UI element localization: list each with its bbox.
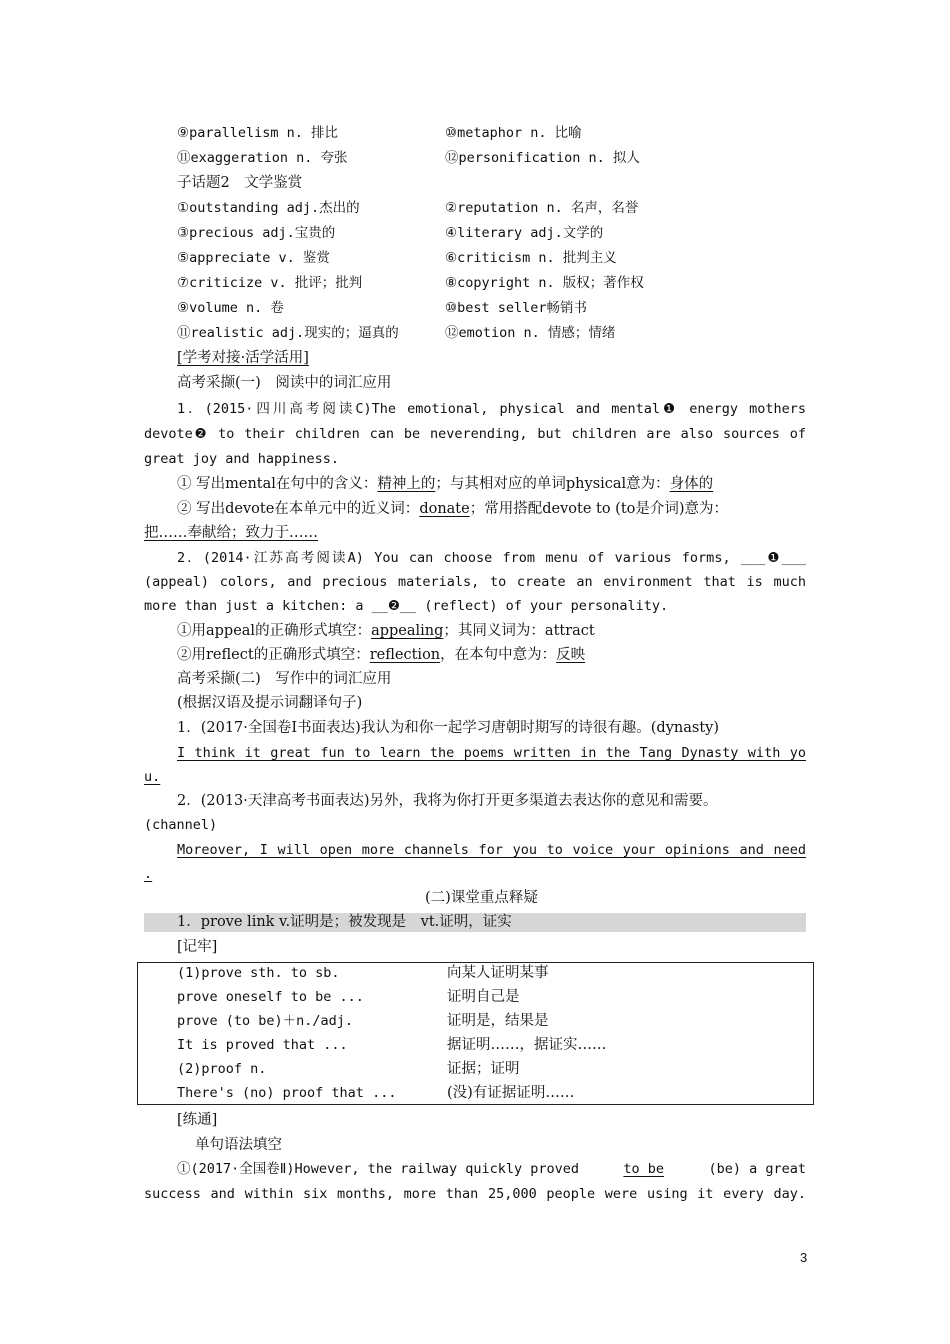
answer: u. bbox=[144, 769, 161, 785]
phrase-en: (1)prove sth. to sb. bbox=[177, 965, 340, 981]
answer: I think it great fun to learn the poems written in the Tang Dynasty with yo bbox=[177, 745, 806, 761]
q1-line: devote❷ to their children can be neverending, but children are also sources of bbox=[144, 426, 806, 442]
vocab-item: ⑨parallelism n. 排比 bbox=[177, 125, 339, 141]
answer: 把……奉献给；致力于…… bbox=[144, 525, 318, 541]
phrase-zh: 向某人证明某事 bbox=[447, 965, 549, 981]
vocab-item: ⑪realistic adj.现实的；逼真的 bbox=[177, 325, 399, 341]
phrase-zh: 证明是，结果是 bbox=[447, 1013, 549, 1029]
vocab-item: ⑩metaphor n. 比喻 bbox=[445, 125, 582, 141]
vocab-item: ①outstanding adj.杰出的 bbox=[177, 200, 360, 216]
q1-subquestion: ① 写出mental在句中的含义：精神上的；与其相对应的单词physical意为：身体的 bbox=[177, 476, 714, 492]
phrase-zh: (没)有证据证明…… bbox=[447, 1085, 575, 1101]
section-label: [练通] bbox=[177, 1112, 218, 1128]
q1-line: great joy and happiness. bbox=[144, 451, 340, 467]
vocab-item: ⑧copyright n. 版权；著作权 bbox=[445, 275, 644, 291]
answer: 精神上的 bbox=[377, 476, 436, 492]
phrase-en: (2)proof n. bbox=[177, 1061, 267, 1077]
section-heading: (二)课堂重点释疑 bbox=[425, 890, 538, 906]
phrase-zh: 证明自己是 bbox=[447, 989, 520, 1005]
answer: reflection bbox=[369, 647, 441, 663]
answer: to be bbox=[623, 1161, 665, 1177]
exercise-line: ①(2017·全国卷Ⅱ)However, the railway quickly proved to be (be) a great bbox=[177, 1161, 806, 1177]
vocab-item: ⑨volume n. 卷 bbox=[177, 300, 284, 316]
section-label: [学考对接·活学活用] bbox=[177, 350, 309, 366]
translation-prompt: 2．(2013·天津高考书面表达)另外，我将为你打开更多渠道去表达你的意见和需要。 bbox=[177, 793, 718, 809]
q1-line: 1．(2015·四川高考阅读C)The emotional, physical and mental❶ energy mothers bbox=[177, 401, 806, 417]
answer: Moreover, I will open more channels for you to voice your opinions and need bbox=[177, 842, 806, 858]
vocab-item: ⑦criticize v. 批评；批判 bbox=[177, 275, 363, 291]
exercise-line: success and within six months, more than 25,000 people were using it every day. bbox=[144, 1186, 806, 1202]
subtopic-heading: 子话题2 文学鉴赏 bbox=[177, 175, 303, 191]
page-number: 3 bbox=[800, 1250, 808, 1265]
section-heading: 高考采撷(二) 写作中的词汇应用 bbox=[177, 671, 392, 687]
phrase-zh: 据证明……，据证实…… bbox=[447, 1037, 607, 1053]
exercise-heading: 单句语法填空 bbox=[195, 1137, 282, 1153]
answer: 身体的 bbox=[669, 476, 714, 492]
phrase-en: There's (no) proof that ... bbox=[177, 1085, 397, 1101]
q2-line: 2．(2014·江苏高考阅读A) You can choose from menu of various forms, ___❶___ bbox=[177, 550, 806, 566]
q2-subquestion: ②用reflect的正确形式填空：reflection，在本句中意为：反映 bbox=[177, 647, 586, 663]
translation-prompt: 1．(2017·全国卷Ⅰ书面表达)我认为和你一起学习唐朝时期写的诗很有趣。(dynasty) bbox=[177, 720, 720, 736]
grammar-heading: 1．prove link v.证明是；被发现是 vt.证明，证实 bbox=[177, 914, 512, 930]
vocab-item: ⑪exaggeration n. 夸张 bbox=[177, 150, 348, 166]
phrase-zh: 证据；证明 bbox=[447, 1061, 520, 1077]
phrase-en: It is proved that ... bbox=[177, 1037, 348, 1053]
vocab-item: ⑩best seller畅销书 bbox=[445, 300, 588, 316]
vocab-item: ④literary adj.文学的 bbox=[445, 225, 604, 241]
answer: appealing bbox=[371, 623, 444, 639]
vocab-item: ②reputation n. 名声，名誉 bbox=[445, 200, 639, 216]
answer: . bbox=[144, 866, 153, 882]
vocab-item: ⑫personification n. 拟人 bbox=[445, 150, 640, 166]
phrase-en: prove oneself to be ... bbox=[177, 989, 364, 1005]
vocab-item: ⑤appreciate v. 鉴赏 bbox=[177, 250, 330, 266]
section-heading: 高考采撷(一) 阅读中的词汇应用 bbox=[177, 375, 392, 391]
vocab-item: ⑫emotion n. 情感；情绪 bbox=[445, 325, 616, 341]
section-label: [记牢] bbox=[177, 939, 218, 955]
q2-subquestion: ①用appeal的正确形式填空：appealing；其同义词为：attract bbox=[177, 623, 595, 639]
section-note: (根据汉语及提示词翻译句子) bbox=[177, 695, 363, 711]
q1-subquestion: ② 写出devote在本单元中的近义词：donate；常用搭配devote to (to是介词)意为： bbox=[177, 501, 729, 517]
q2-line: (appeal) colors, and precious materials, to create an environment that is much bbox=[144, 574, 806, 590]
answer: donate bbox=[419, 501, 470, 517]
translation-prompt: (channel) bbox=[144, 817, 218, 833]
vocab-item: ⑥criticism n. 批判主义 bbox=[445, 250, 617, 266]
phrase-en: prove (to be)＋n./adj. bbox=[177, 1013, 354, 1029]
vocab-item: ③precious adj.宝贵的 bbox=[177, 225, 336, 241]
q2-line: more than just a kitchen: a __❷__ (reflect) of your personality. bbox=[144, 598, 669, 614]
answer: 反映 bbox=[556, 647, 586, 663]
